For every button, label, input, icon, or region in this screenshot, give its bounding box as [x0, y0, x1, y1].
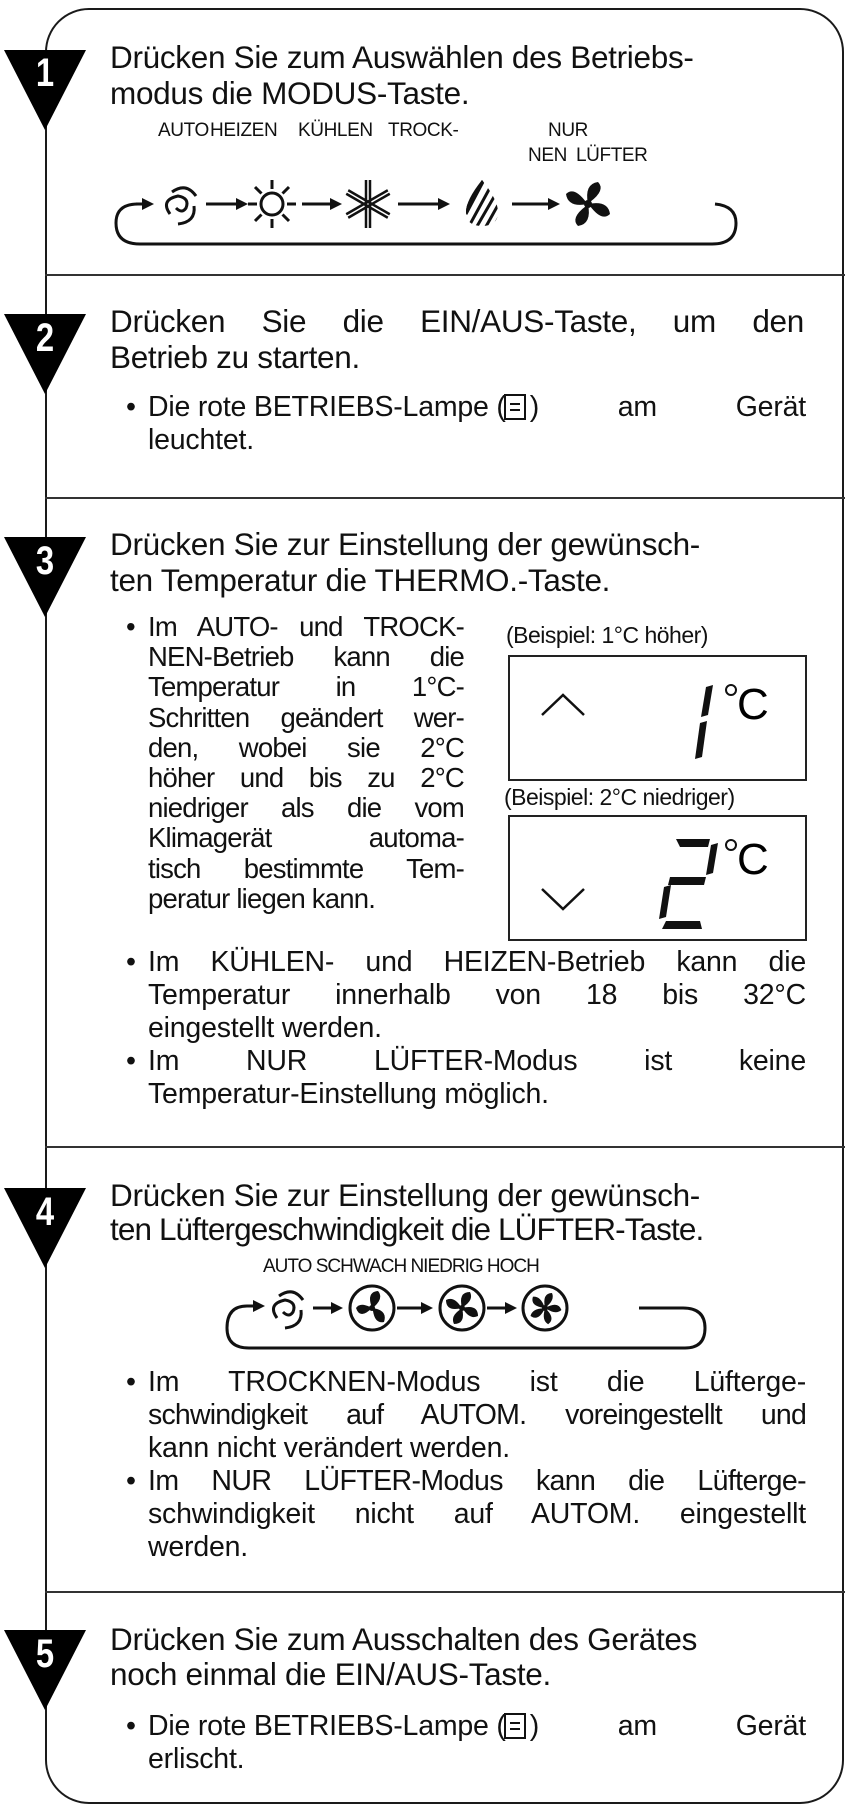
bullet-item	[126, 1710, 806, 1776]
mode-cycle-diagram	[110, 168, 750, 248]
bullet-dot: •	[126, 1710, 136, 1742]
bullet-line: schwindigkeit auf AUTOM. voreingestellt und	[148, 1399, 806, 1431]
mode-label-nur: NUR	[548, 120, 588, 141]
bullet-item-narrow	[126, 611, 464, 914]
step-number: 3	[35, 539, 55, 583]
down-arrow-icon	[542, 889, 584, 909]
lcd-display-graphic	[510, 817, 805, 939]
bullet-line: Schritten geändert wer-	[148, 701, 464, 733]
seven-segment-digit-1	[695, 685, 713, 759]
step-heading-line: Drücken Sie zur Einstellung der gewünsch-	[110, 1177, 700, 1213]
fan-speed-labels: AUTO SCHWACH NIEDRIG HOCH	[263, 1256, 539, 1277]
bullet-line: niedriger als die vom	[148, 792, 464, 824]
fan-icon	[566, 182, 610, 226]
celsius-unit: C	[737, 835, 769, 884]
sun-icon	[248, 180, 296, 228]
step-number: 2	[35, 316, 55, 360]
lcd-display-example	[508, 655, 807, 781]
mode-label-auto: AUTO	[158, 120, 209, 141]
auto-swirl-icon	[166, 188, 196, 224]
section-divider	[45, 1146, 845, 1148]
snowflake-icon	[346, 180, 390, 228]
bullet-text-line2: leuchtet.	[148, 424, 254, 456]
bullet-line: Im TROCKNEN-Modus ist die Lüfterge-	[148, 1366, 806, 1398]
bullet-line: eingestellt werden.	[148, 1012, 382, 1044]
bullet-text: Die rote BETRIEBS-Lampe (	[148, 391, 506, 423]
bullet-text: Die rote BETRIEBS-Lampe (	[148, 1710, 506, 1742]
bullet-line: Temperatur-Einstellung möglich.	[148, 1078, 549, 1110]
bullet-text	[528, 1710, 806, 1743]
bullet-item	[126, 391, 806, 457]
seven-segment-digit-2	[659, 839, 718, 929]
bullet-line: höher und bis zu 2°C	[148, 762, 464, 794]
bullet-dot: •	[126, 611, 135, 642]
bullet-line: peratur liegen kann.	[148, 882, 376, 914]
step-number: 1	[35, 51, 55, 95]
bullet-line: kann nicht verändert werden.	[148, 1432, 510, 1464]
step-heading-line: Drücken Sie zum Ausschalten des Gerätes	[110, 1621, 698, 1657]
bullet-dot: •	[126, 946, 136, 978]
bullet-line: NEN-Betrieb kann die	[148, 641, 464, 673]
bullet-item	[126, 946, 806, 1045]
bullet-dot: •	[126, 1045, 136, 1077]
section-divider	[45, 274, 845, 276]
step-heading-line: Drücken Sie die EIN/AUS-Taste, um den	[110, 303, 804, 339]
bullet-item	[126, 1465, 806, 1564]
operation-lamp-icon	[504, 394, 526, 420]
degree-symbol	[726, 685, 736, 695]
lcd-display-example	[508, 815, 807, 941]
bullet-text-after: ) am Gerät	[529, 391, 806, 423]
droplet-icon	[466, 180, 504, 230]
step-heading-line: ten Lüftergeschwindigkeit die LÜFTER-Taste.	[110, 1211, 704, 1247]
step-heading-line: modus die MODUS-Taste.	[110, 75, 470, 111]
bullet-text-after: ) am Gerät	[529, 1710, 806, 1742]
operation-lamp-icon	[504, 1713, 526, 1739]
example-caption: (Beispiel: 1°C höher)	[506, 622, 708, 648]
bullet-line: den, wobei sie 2°C	[148, 731, 464, 763]
bullet-line: werden.	[148, 1531, 248, 1563]
bullet-line: Im NUR LÜFTER-Modus ist keine	[148, 1045, 806, 1077]
step-heading-line: ten Temperatur die THERMO.-Taste.	[110, 562, 611, 598]
step-number: 5	[35, 1632, 55, 1676]
section-divider	[45, 1591, 845, 1593]
bullet-line: Temperatur in 1°C-	[148, 671, 464, 703]
step-heading-line: Betrieb zu starten.	[110, 339, 360, 375]
fan-3-blade-icon	[350, 1286, 394, 1330]
example-caption: (Beispiel: 2°C niedriger)	[504, 784, 735, 810]
bullet-dot: •	[126, 391, 136, 423]
step-heading-line: Drücken Sie zum Auswählen des Betriebs-	[110, 39, 694, 75]
fan-5-blade-icon	[523, 1286, 567, 1330]
mode-label-nen: NEN	[528, 145, 567, 166]
bullet-line: Im KÜHLEN- und HEIZEN-Betrieb kann die	[148, 946, 806, 978]
step-number: 4	[35, 1190, 55, 1234]
bullet-line: tisch bestimmte Tem-	[148, 852, 464, 884]
up-arrow-icon	[542, 695, 584, 715]
bullet-line: schwindigkeit nicht auf AUTOM. eingestellt	[148, 1498, 806, 1530]
bullet-item	[126, 1366, 806, 1465]
fan-4-blade-icon	[440, 1286, 484, 1330]
bullet-text-line2: erlischt.	[148, 1743, 245, 1775]
lcd-display-graphic	[510, 657, 805, 779]
mode-label-luefter: LÜFTER	[576, 145, 648, 166]
bullet-line: Im NUR LÜFTER-Modus kann die Lüfterge-	[148, 1465, 806, 1497]
bullet-text	[528, 391, 806, 424]
section-divider	[45, 497, 845, 499]
bullet-item	[126, 1045, 806, 1111]
step-heading-line: noch einmal die EIN/AUS-Taste.	[110, 1656, 551, 1692]
bullet-line: Temperatur innerhalb von 18 bis 32°C	[148, 979, 806, 1011]
degree-symbol	[726, 840, 736, 850]
mode-label-kuehlen: KÜHLEN	[298, 120, 373, 141]
mode-label-trock: TROCK-	[388, 120, 459, 141]
bullet-dot: •	[126, 1366, 136, 1398]
step-heading-line: Drücken Sie zur Einstellung der gewünsch-	[110, 526, 700, 562]
bullet-dot: •	[126, 1465, 136, 1497]
fan-speed-cycle-diagram	[215, 1282, 715, 1362]
auto-swirl-icon	[273, 1292, 303, 1328]
bullet-line: Im AUTO- und TROCK-	[148, 611, 464, 642]
celsius-unit: C	[737, 680, 769, 729]
mode-label-heizen: HEIZEN	[210, 120, 278, 141]
bullet-line: Klimagerät automa-	[148, 822, 464, 854]
